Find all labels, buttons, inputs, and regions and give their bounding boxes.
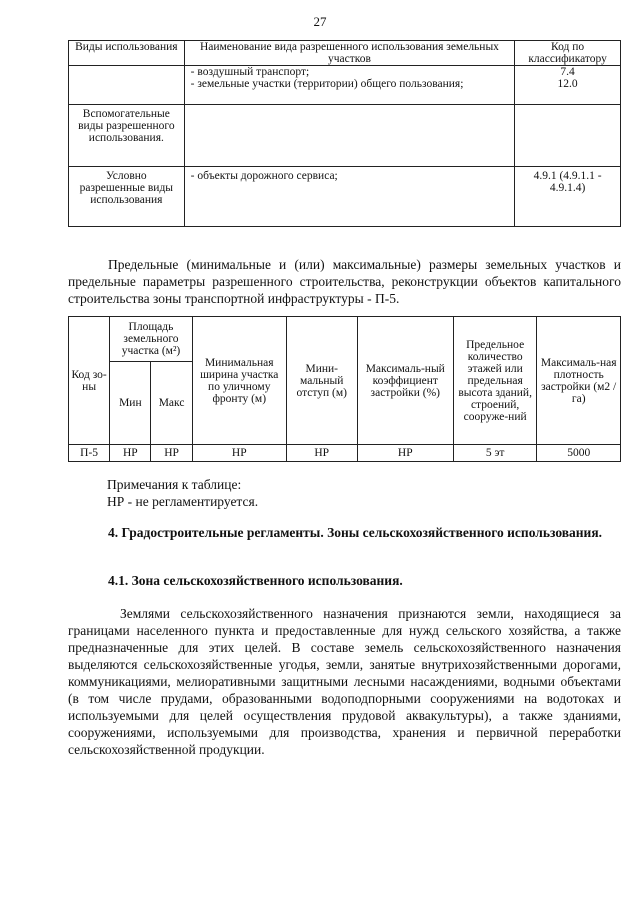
table-row — [69, 66, 621, 105]
header-max-coverage: Максималь-ный коэффициент застройки (%) — [357, 317, 453, 445]
area-min-cell: НР — [110, 445, 151, 462]
header-max-floors: Предельное количество этажей или предельная высота зданий, строений, сооруже-ний — [453, 317, 537, 445]
use-type-cell — [69, 66, 185, 105]
min-width-cell: НР — [192, 445, 286, 462]
code-item: 12.0 — [557, 78, 578, 90]
use-items-cell — [184, 105, 515, 167]
section-4-1-heading: 4.1. Зона сельскохозяйственного использования. — [108, 573, 403, 588]
header-use-name: Наименование вида разрешенного использования земельных участков — [184, 41, 515, 66]
use-item: - воздушный транспорт; — [190, 66, 310, 78]
intro-paragraph: Предельные (минимальные и (или) максимальные) размеры земельных участков и предельные параметры разрешенного строительства, реконструкции объектов капитального строительства зоны транспортной инфраструктуры - П-5. — [68, 257, 621, 306]
zone-code-cell: П-5 — [69, 445, 110, 462]
header-min-setback: Мини-мальный отступ (м) — [286, 317, 357, 445]
max-floors-cell: 5 эт — [453, 445, 537, 462]
page-number: 27 — [313, 14, 327, 29]
code-item: 7.4 — [560, 66, 575, 78]
header-use-types: Виды использования — [69, 41, 185, 66]
use-type-cell: Условно разрешенные виды использования — [69, 167, 185, 227]
header-max-density: Максималь-ная плотность застройки (м2 /га) — [537, 317, 621, 445]
notes-item: НР - не регламентируется. — [107, 494, 259, 509]
code-cell — [515, 66, 621, 105]
header-zone-code: Код зо-ны — [69, 317, 110, 445]
use-type-cell: Вспомогательные виды разрешенного использования. — [69, 105, 185, 167]
permitted-uses-table — [68, 40, 621, 227]
table-header-row — [69, 41, 621, 66]
section-4-1-paragraph: Землями сельскохозяйственного назначения признаются земли, находящиеся за границами населенного пункта и предоставленные для нужд сельского хозяйства, а также предназначенные для этих целей. В составе земель сельскохозяйственного назначения выделяются сельскохозяйственные угодья, земли, занятые внутрихозяйственными дорогами, коммуникациями, мелиоративными защитными лесными насаждениями, водными объектами (в том числе прудами, образованными водоподпорными сооружениями на водотоках и используемыми для целей осуществления прудовой аквакультуры), а также зданиями, сооружениями, используемыми для производства, хранения и первичной переработки сельскохозяйственной продукции. — [68, 606, 621, 757]
header-land-area: Площадь земельного участка (м²) — [110, 317, 192, 362]
max-coverage-cell: НР — [357, 445, 453, 462]
header-classifier-code: Код по классификатору — [515, 41, 621, 66]
code-cell — [515, 105, 621, 167]
use-item: - объекты дорожного сервиса; — [190, 170, 338, 182]
max-density-cell: 5000 — [537, 445, 621, 462]
code-cell — [515, 167, 621, 227]
table-row — [69, 105, 621, 167]
parameters-table — [68, 316, 621, 462]
table-row — [69, 167, 621, 227]
use-items-cell — [184, 167, 515, 227]
table-row — [69, 445, 621, 462]
use-items-cell — [184, 66, 515, 105]
code-item: 4.9.1 (4.9.1.1 - 4.9.1.4) — [533, 170, 602, 194]
use-item: - земельные участки (территории) общего пользования; — [190, 78, 464, 90]
section-4-heading: 4. Градостроительные регламенты. Зоны сельскохозяйственного использования. — [108, 525, 603, 540]
table-header-row — [69, 317, 621, 362]
min-setback-cell: НР — [286, 445, 357, 462]
area-max-cell: НР — [151, 445, 192, 462]
notes-title: Примечания к таблице: — [107, 477, 242, 492]
header-min-width: Минимальная ширина участка по уличному фронту (м) — [192, 317, 286, 445]
header-area-min: Мин — [110, 362, 151, 445]
header-area-max: Макс — [151, 362, 192, 445]
